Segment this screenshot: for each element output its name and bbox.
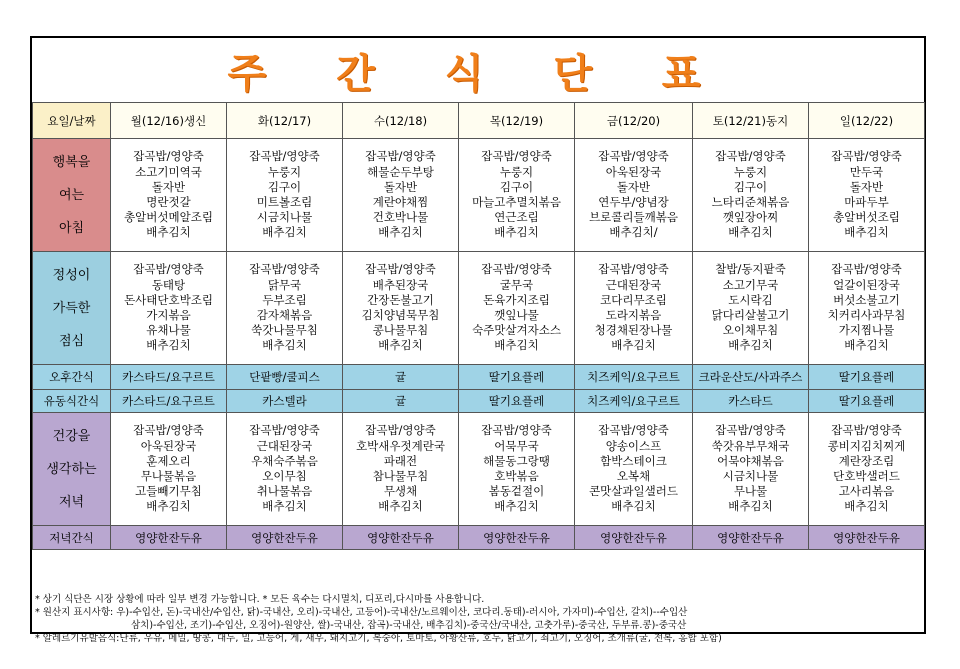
menu-item: 잡곡밥/영양죽 (598, 423, 669, 438)
menu-item: 배추된장국 (372, 277, 429, 292)
dinner-row (33, 413, 925, 526)
menu-item: 잡곡밥/영양죽 (831, 423, 902, 438)
menu-item: 계란야채찜 (372, 195, 429, 209)
lunch-cell (343, 252, 459, 365)
menu-item: 잡곡밥/영양죽 (249, 423, 320, 438)
menu-item: 계란장조림 (838, 453, 895, 468)
label-line: 여는 (58, 187, 85, 203)
menu-item: 돌자반 (383, 179, 418, 194)
afternoon_snack-cell: 카스타드/요구르트 (111, 365, 227, 390)
menu-item: 유채나물 (146, 323, 191, 338)
dinner_snack-cell: 영양한잔두유 (227, 526, 343, 550)
menu-item: 누룽지 (499, 164, 534, 179)
morning-row (33, 139, 925, 252)
menu-item: 콩나물무침 (372, 323, 429, 338)
note-line: * 상기 식단은 시장 상황에 따라 일부 변경 가능합니다. * 모든 육수는 다시멸치, 디포리,다시마를 사용합니다. (35, 594, 485, 605)
dinner_snack-cell: 영양한잔두유 (693, 526, 809, 550)
menu-item: 시금치나물 (722, 469, 779, 483)
menu-item: 돌자반 (151, 179, 186, 194)
morning-label (33, 139, 111, 252)
menu-item: 잡곡밥/영양죽 (365, 262, 436, 277)
menu-item: 무생채 (383, 484, 418, 499)
menu-item: 브로콜리들깨볶음 (589, 210, 678, 225)
menu-item: 돈육가지조림 (483, 292, 550, 307)
morning-cell (809, 139, 925, 252)
menu-item: 굴무국 (499, 277, 534, 292)
lunch-cell (575, 252, 693, 365)
menu-item: 얼갈이된장국 (833, 277, 900, 292)
menu-item: 배추김치 (146, 338, 191, 353)
menu-item: 총알버섯메알조림 (124, 210, 213, 225)
morning-cell (693, 139, 809, 252)
menu-item: 깻잎장아찌 (722, 210, 779, 225)
menu-item: 훈제오리 (146, 453, 191, 468)
menu-item: 아욱된장국 (605, 164, 662, 179)
menu-item: 오이채무침 (722, 323, 779, 338)
menu-item: 잡곡밥/영양죽 (831, 262, 902, 277)
menu-item: 잡곡밥/영양죽 (831, 149, 902, 164)
day-header: 일(12/22) (809, 103, 925, 139)
footnotes (32, 591, 924, 644)
menu-item: 건호박나물 (372, 210, 429, 225)
menu-item: 찰밥/동지팥죽 (715, 262, 786, 277)
menu-item: 마늘고추멸치볶음 (472, 195, 561, 209)
menu-item: 잡곡밥/영양죽 (249, 262, 320, 277)
menu-item: 느타리준채볶음 (711, 195, 790, 209)
label-line: 아침 (58, 220, 85, 236)
menu-item: 배추김치 (262, 225, 307, 240)
menu-item: 김치양념묵무침 (361, 308, 440, 322)
menu-item: 단호박샐러드 (833, 469, 900, 483)
menu-item: 소고기미역국 (135, 164, 202, 179)
menu-item: 만두국 (849, 164, 884, 179)
label-line: 가득한 (52, 300, 91, 316)
menu-item: 두부조림 (262, 292, 307, 307)
menu-item: 잡곡밥/영양죽 (249, 149, 320, 164)
menu-item: 누룽지 (733, 164, 768, 179)
menu-item: 시금치나물 (256, 210, 313, 225)
lunch-cell (111, 252, 227, 365)
menu-item: 쑥갓나물무침 (251, 323, 318, 338)
dinner-cell (111, 413, 227, 526)
menu-item: 배추김치 (262, 338, 307, 353)
diet-snack-row (33, 390, 925, 413)
menu-item: 호박새우젓계란국 (356, 438, 445, 453)
menu-item: 배추김치 (494, 225, 539, 240)
menu-item: 호박볶음 (494, 469, 539, 483)
day-header: 금(12/20) (575, 103, 693, 139)
menu-item: 잡곡밥/영양죽 (481, 262, 552, 277)
menu-item: 배추김치 (728, 338, 773, 353)
diet_snack-cell: 카스텔라 (227, 390, 343, 413)
menu-item: 가지찜나물 (838, 323, 895, 338)
diet_snack-cell: 딸기요플레 (809, 390, 925, 413)
afternoon_snack-cell: 치즈케익/요구르트 (575, 365, 693, 390)
menu-item: 배추김치 (146, 225, 191, 240)
menu-item: 근대된장국 (605, 277, 662, 292)
dinner_snack-cell: 영양한잔두유 (111, 526, 227, 550)
dinner-cell (809, 413, 925, 526)
afternoon-snack-row (33, 365, 925, 390)
afternoon_snack-cell: 단팥빵/쿨피스 (227, 365, 343, 390)
menu-item: 김구이 (733, 179, 768, 194)
menu-item: 오복채 (616, 469, 651, 483)
menu-item: 오이무침 (262, 469, 307, 483)
menu-item: 가지볶음 (146, 308, 191, 322)
menu-item: 잡곡밥/영양죽 (365, 423, 436, 438)
menu-item: 김구이 (499, 179, 534, 194)
note-line: * 원산지 표시사항: 우)-수입산, 돈)-국내산/수입산, 닭)-국내산, 오리)-국내산, 고등어)-국내산/노르웨이산, 코다리.동태)-러시아, 가자미)-수입산, 갈치)--수입산 (35, 607, 688, 618)
dinner-cell (459, 413, 575, 526)
afternoon_snack-cell: 딸기요플레 (809, 365, 925, 390)
diet_snack-cell: 치즈케익/요구르트 (575, 390, 693, 413)
menu-item: 닭무국 (267, 277, 302, 292)
label-line: 저녁 (58, 494, 85, 510)
menu-item: 연두부/양념장 (598, 195, 669, 209)
menu-item: 고들빼기무침 (135, 484, 202, 499)
morning-cell (459, 139, 575, 252)
menu-item: 총알버섯조림 (833, 210, 900, 225)
menu-item: 무나물 (733, 484, 768, 499)
menu-item: 배추김치 (378, 225, 423, 240)
menu-item: 배추김치/ (609, 225, 658, 240)
menu-item: 잡곡밥/영양죽 (715, 149, 786, 164)
menu-item: 해물동그랑땡 (483, 453, 550, 468)
menu-item: 배추김치 (378, 338, 423, 353)
afternoon_snack-label: 오후간식 (33, 365, 111, 390)
menu-table (32, 102, 925, 550)
menu-item: 배추김치 (844, 225, 889, 240)
menu-item: 잡곡밥/영양죽 (481, 423, 552, 438)
menu-item: 봄동겉절이 (488, 484, 545, 499)
menu-item: 잡곡밥/영양죽 (133, 423, 204, 438)
menu-item: 배추김치 (728, 499, 773, 514)
afternoon_snack-cell: 귤 (343, 365, 459, 390)
menu-item: 돈사태단호박조림 (124, 292, 213, 307)
menu-item: 배추김치 (378, 499, 423, 514)
dinner_snack-label: 저녁간식 (33, 526, 111, 550)
menu-item: 미트볼조림 (256, 195, 313, 209)
menu-item: 돌자반 (849, 179, 884, 194)
menu-item: 마파두부 (844, 195, 889, 209)
menu-item: 파래전 (383, 453, 418, 468)
menu-item: 치커리사과무침 (827, 308, 906, 322)
menu-item: 잡곡밥/영양죽 (598, 149, 669, 164)
day-header: 수(12/18) (343, 103, 459, 139)
menu-item: 김구이 (267, 179, 302, 194)
menu-item: 참나물무침 (372, 469, 429, 483)
menu-item: 우채숙주볶음 (251, 453, 318, 468)
day-header: 월(12/16)생신 (111, 103, 227, 139)
lunch-cell (459, 252, 575, 365)
menu-item: 함박스테이크 (600, 453, 667, 468)
title-text: 주 간 식 단 표 (227, 49, 729, 97)
label-line: 정성이 (52, 267, 91, 283)
menu-item: 배추김치 (728, 225, 773, 240)
menu-item: 배추김치 (262, 499, 307, 514)
menu-item: 코다리무조림 (600, 292, 667, 307)
page-title (32, 38, 924, 102)
morning-cell (575, 139, 693, 252)
menu-item: 버섯소불고기 (833, 292, 900, 307)
menu-item: 동태탕 (151, 277, 186, 292)
dinner_snack-cell: 영양한잔두유 (809, 526, 925, 550)
diet_snack-cell: 딸기요플레 (459, 390, 575, 413)
morning-cell (227, 139, 343, 252)
menu-item: 잡곡밥/영양죽 (598, 262, 669, 277)
menu-item: 배추김치 (844, 338, 889, 353)
label-line: 건강을 (52, 428, 91, 444)
menu-item: 돌자반 (616, 179, 651, 194)
menu-item: 청경채된장나물 (594, 323, 673, 338)
menu-item: 양송이스프 (605, 438, 662, 453)
menu-item: 감자채볶음 (256, 308, 313, 322)
day-header: 화(12/17) (227, 103, 343, 139)
header-row (33, 103, 925, 139)
dinner-cell (693, 413, 809, 526)
menu-item: 해물순두부탕 (367, 164, 434, 179)
lunch-row (33, 252, 925, 365)
corner-header: 요일/날짜 (33, 103, 111, 139)
diet_snack-cell: 카스타드/요구르트 (111, 390, 227, 413)
menu-item: 명란젓갈 (146, 195, 191, 209)
menu-item: 고사리볶음 (838, 484, 895, 499)
menu-item: 깻잎나물 (494, 308, 539, 322)
menu-item: 쑥갓유부무채국 (711, 438, 790, 453)
dinner-label (33, 413, 111, 526)
menu-item: 취나물볶음 (256, 484, 313, 499)
menu-item: 근대된장국 (256, 438, 313, 453)
diet_snack-cell: 카스타드 (693, 390, 809, 413)
dinner_snack-cell: 영양한잔두유 (459, 526, 575, 550)
menu-item: 배추김치 (611, 499, 656, 514)
menu-item: 어묵무국 (494, 438, 539, 453)
label-line: 행복을 (52, 154, 91, 170)
diet_snack-cell: 귤 (343, 390, 459, 413)
menu-item: 잡곡밥/영양죽 (133, 149, 204, 164)
menu-item: 누룽지 (267, 164, 302, 179)
note-line: * 알레르기유발음식:난류, 우유, 메밀, 땅콩, 대두, 밀, 고등어, 게, 새우, 돼지고기, 복숭아, 토마토, 아황산류, 호두, 닭고기, 쇠고기, 오징어, 조개류(굴, 전복, 홍합 포함) (35, 633, 722, 644)
morning-cell (111, 139, 227, 252)
note-line: 삼치)-수입산, 조기)-수입산, 오징어)-원양산, 쌀)-국내산, 잡곡)-국내산, 배추김치)-중국산/국내산, 고춧가루)-중국산, 두부류.콩)-중국산 (131, 620, 687, 631)
menu-item: 소고기무국 (722, 277, 779, 292)
dinner_snack-cell: 영양한잔두유 (575, 526, 693, 550)
menu-item: 간장돈불고기 (367, 292, 434, 307)
dinner-snack-row (33, 526, 925, 550)
day-header: 목(12/19) (459, 103, 575, 139)
dinner-cell (575, 413, 693, 526)
menu-item: 콘맛살과일샐러드 (589, 484, 678, 499)
menu-item: 무나물볶음 (140, 469, 197, 483)
dinner-cell (343, 413, 459, 526)
menu-item: 배추김치 (494, 338, 539, 353)
lunch-label (33, 252, 111, 365)
lunch-cell (809, 252, 925, 365)
menu-item: 연근조림 (494, 210, 539, 225)
morning-cell (343, 139, 459, 252)
menu-item: 잡곡밥/영양죽 (365, 149, 436, 164)
menu-item: 잡곡밥/영양죽 (715, 423, 786, 438)
menu-item: 배추김치 (844, 499, 889, 514)
menu-item: 숙주맛살겨자소스 (472, 323, 561, 338)
menu-item: 도라지볶음 (605, 308, 662, 322)
afternoon_snack-cell: 크라운산도/사과주스 (693, 365, 809, 390)
menu-item: 콩비지김치찌게 (827, 438, 906, 453)
menu-item: 배추김치 (494, 499, 539, 514)
menu-sheet (30, 36, 926, 644)
menu-item: 잡곡밥/영양죽 (481, 149, 552, 164)
lunch-cell (693, 252, 809, 365)
menu-item: 배추김치 (611, 338, 656, 353)
dinner-cell (227, 413, 343, 526)
day-header: 토(12/21)동지 (693, 103, 809, 139)
lunch-cell (227, 252, 343, 365)
menu-item: 어묵야채볶음 (717, 453, 784, 468)
afternoon_snack-cell: 딸기요플레 (459, 365, 575, 390)
label-line: 생각하는 (46, 461, 97, 477)
menu-item: 배추김치 (146, 499, 191, 514)
menu-item: 잡곡밥/영양죽 (133, 262, 204, 277)
menu-item: 닭다리살불고기 (711, 308, 790, 322)
label-line: 점심 (58, 333, 85, 349)
dinner_snack-cell: 영양한잔두유 (343, 526, 459, 550)
menu-item: 도시락김 (728, 292, 773, 307)
menu-item: 아욱된장국 (140, 438, 197, 453)
diet_snack-label: 유동식간식 (33, 390, 111, 413)
